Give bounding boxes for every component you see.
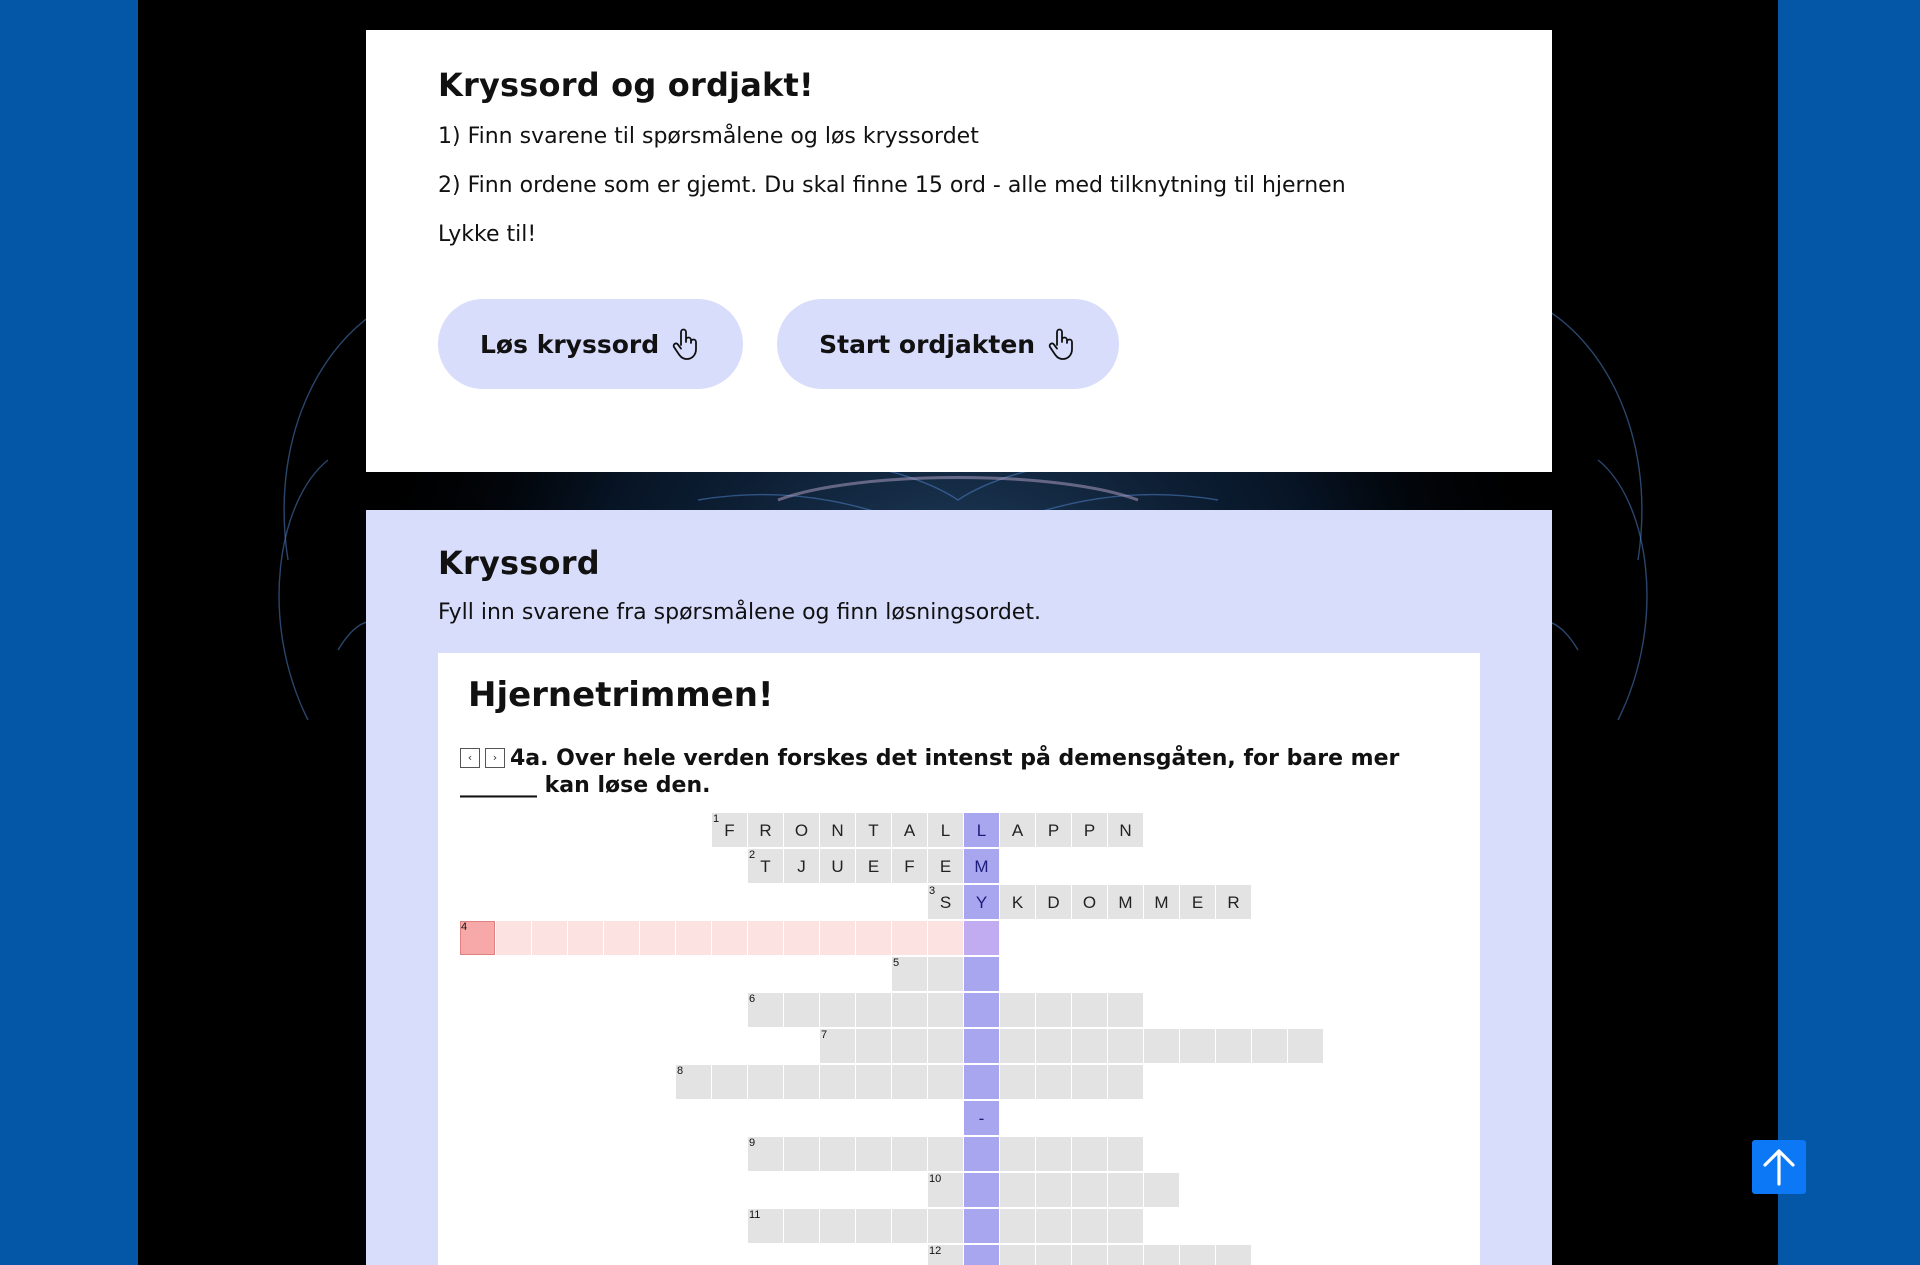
crossword-cell[interactable] xyxy=(1108,1173,1143,1207)
crossword-cell[interactable]: J xyxy=(784,849,819,883)
crossword-cell[interactable] xyxy=(712,921,747,955)
crossword-cell[interactable] xyxy=(1072,1173,1107,1207)
crossword-cell[interactable] xyxy=(1180,1029,1215,1063)
crossword-cell[interactable]: M xyxy=(1108,885,1143,919)
clue-number: 3 xyxy=(929,885,936,897)
crossword-cell[interactable] xyxy=(820,921,855,955)
crossword-cell[interactable] xyxy=(1000,993,1035,1027)
crossword-cell[interactable] xyxy=(892,1137,927,1171)
start-wordsearch-button[interactable] xyxy=(777,299,1119,389)
crossword-cell[interactable] xyxy=(928,993,963,1027)
crossword-cell[interactable]: T xyxy=(748,849,783,883)
crossword-cell[interactable] xyxy=(856,1029,891,1063)
crossword-cell[interactable] xyxy=(1108,1209,1143,1243)
crossword-cell[interactable] xyxy=(1072,1065,1107,1099)
crossword-cell[interactable] xyxy=(1000,1137,1035,1171)
crossword-cell[interactable]: E xyxy=(1180,885,1215,919)
crossword-cell[interactable] xyxy=(1180,1245,1215,1265)
crossword-cell[interactable] xyxy=(964,957,999,991)
solve-crossword-label: Løs kryssord xyxy=(480,329,660,359)
crossword-cell[interactable]: K xyxy=(1000,885,1035,919)
crossword-cell[interactable] xyxy=(964,1065,999,1099)
crossword-cell[interactable] xyxy=(1000,1209,1035,1243)
crossword-cell[interactable] xyxy=(1036,993,1071,1027)
clue-number: 6 xyxy=(749,993,756,1005)
crossword-cell[interactable] xyxy=(784,921,819,955)
clue-number: 11 xyxy=(749,1209,761,1221)
crossword-cell[interactable] xyxy=(1072,1209,1107,1243)
crossword-cell[interactable] xyxy=(1072,1137,1107,1171)
crossword-cell[interactable] xyxy=(1288,1029,1323,1063)
crossword-cell[interactable]: P xyxy=(1072,813,1107,847)
crossword-cell[interactable] xyxy=(1000,1245,1035,1265)
crossword-cell[interactable] xyxy=(1072,1029,1107,1063)
crossword-cell[interactable] xyxy=(892,993,927,1027)
crossword-cell[interactable]: T xyxy=(856,813,891,847)
crossword-cell[interactable] xyxy=(964,1209,999,1243)
crossword-cell[interactable] xyxy=(856,1209,891,1243)
crossword-cell[interactable] xyxy=(1036,1245,1071,1265)
hand-pointer-icon xyxy=(671,327,701,361)
hand-pointer-icon xyxy=(1047,327,1077,361)
crossword-cell[interactable] xyxy=(1036,1209,1071,1243)
crossword-cell[interactable] xyxy=(892,921,927,955)
crossword-cell[interactable] xyxy=(748,1065,783,1099)
crossword-cell[interactable]: U xyxy=(820,849,855,883)
crossword-cell[interactable] xyxy=(928,1137,963,1171)
crossword-cell[interactable] xyxy=(784,1065,819,1099)
crossword-cell[interactable] xyxy=(1072,993,1107,1027)
crossword-cell[interactable] xyxy=(892,1209,927,1243)
crossword-cell[interactable]: A xyxy=(1000,813,1035,847)
crossword-cell[interactable] xyxy=(928,921,963,955)
crossword-cell[interactable] xyxy=(964,1173,999,1207)
clue-number: 4 xyxy=(461,921,468,933)
crossword-cell[interactable] xyxy=(1108,1137,1143,1171)
crossword-cell[interactable] xyxy=(856,993,891,1027)
crossword-cell[interactable] xyxy=(1108,993,1143,1027)
crossword-cell[interactable]: P xyxy=(1036,813,1071,847)
crossword-cell[interactable] xyxy=(496,921,531,955)
crossword-cell[interactable] xyxy=(892,1029,927,1063)
crossword-cell[interactable] xyxy=(1108,1029,1143,1063)
page-stage xyxy=(138,0,1778,1265)
crossword-cell[interactable]: L xyxy=(928,813,963,847)
active-clue-text: 4a. Over hele verden forskes det intenst på demensgåten, for bare mer _______ kan løse den. xyxy=(460,746,1400,798)
crossword-cell[interactable]: M xyxy=(1144,885,1179,919)
crossword-cell[interactable]: M xyxy=(964,849,999,883)
crossword-cell[interactable]: Y xyxy=(964,885,999,919)
crossword-cell[interactable] xyxy=(1000,1029,1035,1063)
clue-number: 8 xyxy=(677,1065,684,1077)
intro-title: Kryssord og ordjakt! xyxy=(438,66,814,104)
action-buttons xyxy=(438,299,1480,389)
crossword-cell[interactable]: O xyxy=(1072,885,1107,919)
crossword-cell[interactable] xyxy=(712,1065,747,1099)
crossword-cell[interactable] xyxy=(1036,1137,1071,1171)
crossword-cell[interactable] xyxy=(928,1029,963,1063)
arrow-up-icon xyxy=(1760,1147,1798,1187)
crossword-cell[interactable] xyxy=(748,921,783,955)
clue-number: 7 xyxy=(821,1029,828,1041)
crossword-cell[interactable] xyxy=(1036,1065,1071,1099)
instruction-wordsearch: 2) Finn ordene som er gjemt. Du skal finne 15 ord - alle med tilknytning til hjernen xyxy=(438,173,1346,198)
crossword-cell[interactable] xyxy=(964,1245,999,1265)
crossword-cell[interactable] xyxy=(784,993,819,1027)
crossword-cell[interactable] xyxy=(1036,1029,1071,1063)
start-wordsearch-label: Start ordjakten xyxy=(819,329,1036,359)
crossword-cell[interactable] xyxy=(640,921,675,955)
crossword-cell[interactable] xyxy=(1216,1029,1251,1063)
crossword-cell[interactable] xyxy=(1252,1029,1287,1063)
intro-card xyxy=(366,30,1552,472)
crossword-cell[interactable]: E xyxy=(856,849,891,883)
crossword-cell[interactable] xyxy=(784,1137,819,1171)
previous-clue-button[interactable]: ‹ xyxy=(460,748,480,768)
crossword-cell[interactable]: L xyxy=(964,813,999,847)
solve-crossword-button[interactable] xyxy=(438,299,743,389)
crossword-cell[interactable] xyxy=(928,957,963,991)
crossword-cell[interactable] xyxy=(1108,1065,1143,1099)
crossword-cell[interactable] xyxy=(1216,1245,1251,1265)
clue-number: 1 xyxy=(713,813,720,825)
crossword-cell[interactable] xyxy=(676,921,711,955)
crossword-cell[interactable] xyxy=(892,1065,927,1099)
clue-number: 2 xyxy=(749,849,756,861)
crossword-cell[interactable] xyxy=(820,1065,855,1099)
clue-number: 5 xyxy=(893,957,900,969)
puzzle-title: Hjernetrimmen! xyxy=(468,675,774,715)
crossword-cell[interactable] xyxy=(1144,1173,1179,1207)
crossword-cell[interactable] xyxy=(532,921,567,955)
crossword-section xyxy=(366,510,1552,1265)
crossword-cell[interactable] xyxy=(856,1137,891,1171)
clue-number: 9 xyxy=(749,1137,756,1149)
crossword-cell[interactable]: R xyxy=(748,813,783,847)
crossword-cell[interactable] xyxy=(1036,1173,1071,1207)
crossword-cell[interactable] xyxy=(928,1065,963,1099)
crossword-cell[interactable] xyxy=(1000,1065,1035,1099)
crossword-cell[interactable]: D xyxy=(1036,885,1071,919)
scroll-to-top-button[interactable] xyxy=(1752,1140,1806,1194)
crossword-cell[interactable]: N xyxy=(1108,813,1143,847)
crossword-cell[interactable] xyxy=(820,1137,855,1171)
crossword-cell[interactable]: A xyxy=(892,813,927,847)
crossword-cell[interactable] xyxy=(1072,1245,1107,1265)
crossword-cell[interactable]: F xyxy=(712,813,747,847)
crossword-cell[interactable] xyxy=(1144,1245,1179,1265)
clue-number: 12 xyxy=(929,1245,942,1257)
active-clue-row xyxy=(460,745,1460,799)
next-clue-button[interactable]: › xyxy=(485,748,505,768)
crossword-cell[interactable]: S xyxy=(928,885,963,919)
crossword-cell[interactable] xyxy=(964,1137,999,1171)
crossword-section-title: Kryssord xyxy=(438,544,600,582)
crossword-cell[interactable] xyxy=(784,1209,819,1243)
crossword-cell[interactable]: O xyxy=(784,813,819,847)
crossword-cell[interactable] xyxy=(820,993,855,1027)
crossword-cell[interactable]: - xyxy=(964,1101,999,1135)
crossword-cell[interactable] xyxy=(568,921,603,955)
crossword-cell[interactable] xyxy=(964,1029,999,1063)
crossword-cell[interactable] xyxy=(928,1209,963,1243)
crossword-cell[interactable] xyxy=(820,1209,855,1243)
crossword-cell[interactable] xyxy=(1144,1029,1179,1063)
crossword-cell[interactable]: F xyxy=(892,849,927,883)
clue-number: 10 xyxy=(929,1173,942,1185)
crossword-puzzle xyxy=(438,653,1480,1265)
crossword-cell[interactable] xyxy=(1108,1245,1143,1265)
crossword-cell[interactable] xyxy=(604,921,639,955)
crossword-cell[interactable] xyxy=(856,1065,891,1099)
crossword-section-subtitle: Fyll inn svarene fra spørsmålene og finn løsningsordet. xyxy=(438,600,1041,625)
crossword-cell[interactable] xyxy=(1000,1173,1035,1207)
crossword-cell[interactable]: R xyxy=(1216,885,1251,919)
crossword-cell[interactable] xyxy=(964,993,999,1027)
crossword-cell[interactable] xyxy=(964,921,999,955)
crossword-cell[interactable] xyxy=(856,921,891,955)
good-luck-text: Lykke til! xyxy=(438,222,537,247)
instruction-crossword: 1) Finn svarene til spørsmålene og løs kryssordet xyxy=(438,124,979,149)
crossword-cell[interactable]: E xyxy=(928,849,963,883)
crossword-cell[interactable]: N xyxy=(820,813,855,847)
